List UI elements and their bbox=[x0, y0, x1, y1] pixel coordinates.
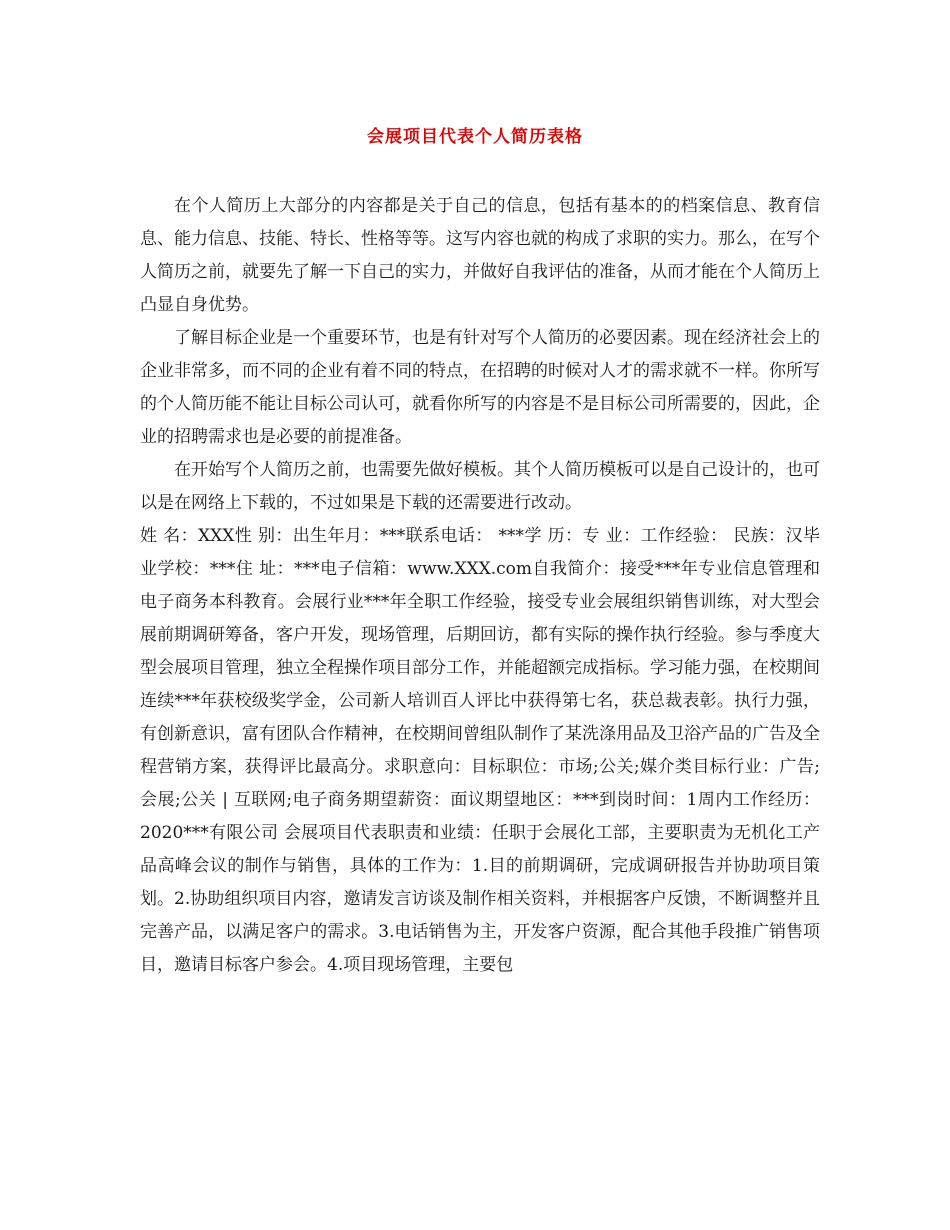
document-body bbox=[140, 190, 820, 982]
paragraph-target-company: 了解目标企业是一个重要环节，也是有针对写个人简历的必要因素。现在经济社会上的企业非常多，而不同的企业有着不同的特点，在招聘的时候对人才的需求就不一样。你所写的个人简历能不能让目标公司认可，就看你所写的内容是不是目标公司所需要的，因此，企业的招聘需求也是必要的前提准备。 bbox=[140, 328, 820, 447]
paragraph-intro: 在个人简历上大部分的内容都是关于自己的信息，包括有基本的的档案信息、教育信息、能力信息、技能、特长、性格等等。这写内容也就的构成了求职的实力。那么，在写个人简历之前，就要先了解一下自己的实力，并做好自我评估的准备，从而才能在个人简历上凸显自身优势。 bbox=[140, 196, 820, 315]
paragraph-template: 在开始写个人简历之前，也需要先做好模板。其个人简历模板可以是自己设计的，也可以是在网络上下载的，不过如果是下载的还需要进行改动。 bbox=[140, 460, 820, 513]
paragraph-resume-sample: 姓 名：XXX性 别：出生年月：***联系电话： ***学 历：专 业：工作经验： 民族：汉毕业学校：***住 址：***电子信箱：www.XXX.com自我简介：接受***年专业信息管理和电子商务本科教育。会展行业***年全职工作经验，接受专业会展组织销售训练，对大型会展前期调研筹备，客户开发，现场管理，后期回访，都有实际的操作执行经验。参与季度大型会展项目管理，独立全程操作项目部分工作，并能超额完成指标。学习能力强，在校期间连续***年获校级奖学金，公司新人培训百人评比中获得第七名，获总裁表彰。执行力强，有创新意识，富有团队合作精神，在校期间曾组队制作了某洗涤用品及卫浴产品的广告及全程营销方案，获得评比最高分。求职意向：目标职位：市场;公关;媒介类目标行业：广告;会展;公关 | 互联网;电子商务期望薪资：面议期望地区：***到岗时间：1周内工作经历：2020***有限公司 会展项目代表职责和业绩：任职于会展化工部，主要职责为无机化工产品高峰会议的制作与销售，具体的工作为：1.目的前期调研，完成调研报告并协助项目策划。2.协助组织项目内容，邀请发言访谈及制作相关资料，并根据客户反馈，不断调整并且完善产品，以满足客户的需求。3.电话销售为主，开发客户资源，配合其他手段推广销售项目，邀请目标客户参会。4.项目现场管理，主要包 bbox=[140, 526, 820, 975]
document-title: 会展项目代表个人简历表格 bbox=[367, 127, 583, 147]
